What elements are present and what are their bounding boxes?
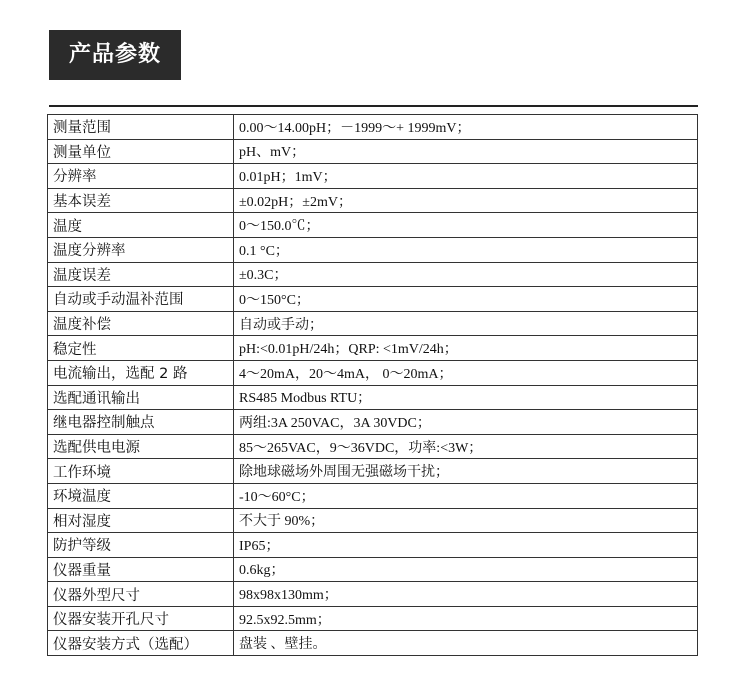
table-row [48, 139, 698, 164]
spec-label: 选配通讯输出 [48, 385, 234, 410]
spec-table [47, 114, 698, 656]
spec-label: 选配供电电源 [48, 434, 234, 459]
table-row [48, 360, 698, 385]
spec-value: pH、mV； [234, 139, 698, 164]
table-row [48, 410, 698, 435]
spec-label: 测量范围 [48, 115, 234, 140]
spec-label: 电流输出，选配 2 路 [48, 360, 234, 385]
spec-value: 98x98x130mm； [234, 582, 698, 607]
spec-label: 分辨率 [48, 164, 234, 189]
table-row [48, 164, 698, 189]
table-row [48, 385, 698, 410]
spec-value: pH:<0.01pH/24h；QRP: <1mV/24h； [234, 336, 698, 361]
spec-value: 不大于 90%； [234, 508, 698, 533]
table-row [48, 533, 698, 558]
spec-value: 0.01pH；1mV； [234, 164, 698, 189]
spec-label: 温度补偿 [48, 311, 234, 336]
table-row [48, 557, 698, 582]
spec-label: 基本误差 [48, 188, 234, 213]
table-row [48, 262, 698, 287]
spec-label: 温度 [48, 213, 234, 238]
page-title: 产品参数 [49, 30, 181, 80]
spec-label: 仪器安装方式（选配） [48, 631, 234, 656]
spec-label: 仪器重量 [48, 557, 234, 582]
spec-value: RS485 Modbus RTU； [234, 385, 698, 410]
spec-label: 继电器控制触点 [48, 410, 234, 435]
spec-value: -10～60°C； [234, 483, 698, 508]
spec-label: 温度分辨率 [48, 237, 234, 262]
table-row [48, 582, 698, 607]
table-row [48, 311, 698, 336]
spec-value: 盘装 、壁挂。 [234, 631, 698, 656]
table-row [48, 336, 698, 361]
table-row [48, 188, 698, 213]
spec-value: 0～150.0℃； [234, 213, 698, 238]
spec-value: 0.6kg； [234, 557, 698, 582]
spec-value: IP65； [234, 533, 698, 558]
spec-value: 两组:3A 250VAC，3A 30VDC； [234, 410, 698, 435]
spec-label: 工作环境 [48, 459, 234, 484]
spec-value: 除地球磁场外周围无强磁场干扰； [234, 459, 698, 484]
table-row [48, 631, 698, 656]
spec-label: 相对湿度 [48, 508, 234, 533]
spec-value: 0.1 °C； [234, 237, 698, 262]
spec-value: ±0.3C； [234, 262, 698, 287]
spec-value: 0～150°C； [234, 287, 698, 312]
table-row [48, 483, 698, 508]
table-row [48, 237, 698, 262]
spec-label: 仪器安装开孔尺寸 [48, 606, 234, 631]
spec-value: ±0.02pH；±2mV； [234, 188, 698, 213]
spec-label: 仪器外型尺寸 [48, 582, 234, 607]
table-row [48, 606, 698, 631]
spec-value: 自动或手动； [234, 311, 698, 336]
spec-value: 85～265VAC，9～36VDC，功率:<3W； [234, 434, 698, 459]
divider [49, 105, 698, 107]
table-row [48, 434, 698, 459]
spec-label: 稳定性 [48, 336, 234, 361]
table-row [48, 287, 698, 312]
spec-table-body [48, 115, 698, 656]
table-row [48, 115, 698, 140]
spec-label: 防护等级 [48, 533, 234, 558]
spec-value: 0.00～14.00pH；－1999～+ 1999mV； [234, 115, 698, 140]
table-row [48, 508, 698, 533]
spec-value: 4～20mA，20～4mA， 0～20mA； [234, 360, 698, 385]
table-row [48, 213, 698, 238]
spec-label: 环境温度 [48, 483, 234, 508]
spec-label: 测量单位 [48, 139, 234, 164]
spec-label: 自动或手动温补范围 [48, 287, 234, 312]
spec-value: 92.5x92.5mm； [234, 606, 698, 631]
spec-label: 温度误差 [48, 262, 234, 287]
table-row [48, 459, 698, 484]
